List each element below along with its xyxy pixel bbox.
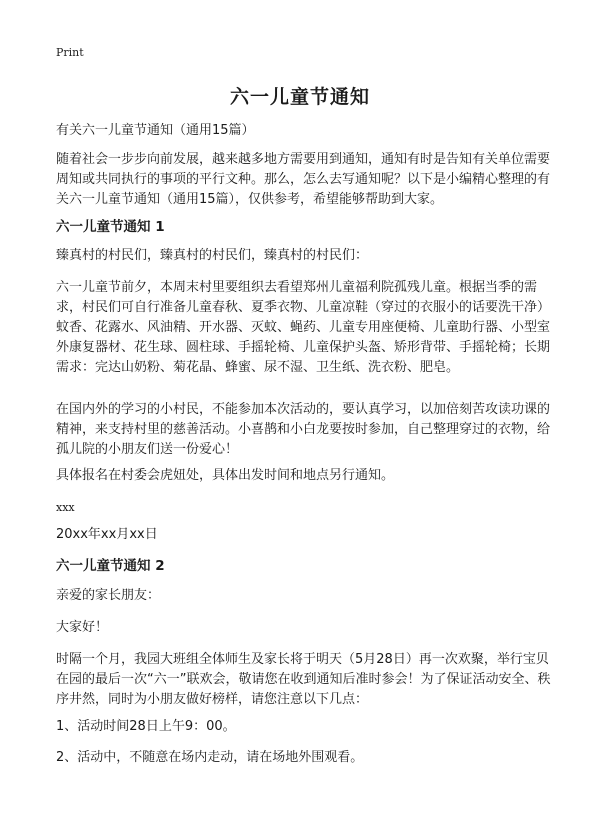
section1-date: 20xx年xx月xx日: [56, 527, 158, 542]
section2-item-1: 1、活动时间28日上午9：00。: [56, 719, 236, 734]
section2-heading: 六一儿童节通知 2: [56, 558, 165, 574]
page-title: 六一儿童节通知: [229, 86, 370, 108]
section1-heading: 六一儿童节通知 1: [56, 219, 165, 235]
section1-greeting: 臻真村的村民们，臻真村的村民们，臻真村的村民们：: [56, 248, 369, 263]
section1-paragraph-3: 具体报名在村委会虎妞处，具体出发时间和地点另行通知。: [56, 468, 395, 483]
section1-paragraph-1: 六一儿童节前夕，本周末村里要组织去看望郑州儿童福利院孤残儿童。根据当季的需求，村民们可自行准备儿童春秋、夏季衣物、儿童凉鞋（穿过的衣服小的话要洗干净）蚊香、花露水、风油精、开水器、灭蚊、蝇药、儿童专用座便椅、儿童助行器、小型室外康复器材、花生球、圆柱球、手摇轮椅、儿童保护头盔、矫形背带、手摇轮椅；长期需求：完达山奶粉、菊花晶、蜂蜜、尿不湿、卫生纸、洗衣粉、肥皂。: [56, 280, 551, 375]
intro-paragraph: 随着社会一步步向前发展，越来越多地方需要用到通知，通知有时是告知有关单位需要周知或共同执行的事项的平行文种。那么，怎么去写通知呢？以下是小编精心整理的有关六一儿童节通知（通用15篇），仅供参考，希望能够帮助到大家。: [56, 152, 551, 207]
section2-item-2: 2、活动中，不随意在场内走动，请在场地外围观看。: [56, 750, 364, 765]
print-label: Print: [56, 46, 84, 59]
doc-subtitle: 有关六一儿童节通知（通用15篇）: [56, 123, 255, 138]
section2-greeting-2: 大家好！: [56, 620, 109, 635]
section2-paragraph-1: 时隔一个月，我园大班组全体师生及家长将于明天（5月28日）再一次欢聚，举行宝贝在园的最后一次“六一”联欢会，敬请您在收到通知后准时参会！为了保证活动安全、秩序井然，同时为小朋友做好榜样，请您注意以下几点：: [56, 652, 551, 707]
section2-greeting-1: 亲爱的家长朋友：: [56, 588, 161, 603]
section1-signer: xxx: [56, 501, 75, 514]
section1-paragraph-2: 在国内外的学习的小村民，不能参加本次活动的，要认真学习，以加倍刻苦攻读功课的精神，来支持村里的慈善活动。小喜鹊和小白龙要按时参加，自己整理穿过的衣物，给孤儿院的小朋友们送一份爱心！: [56, 402, 551, 457]
